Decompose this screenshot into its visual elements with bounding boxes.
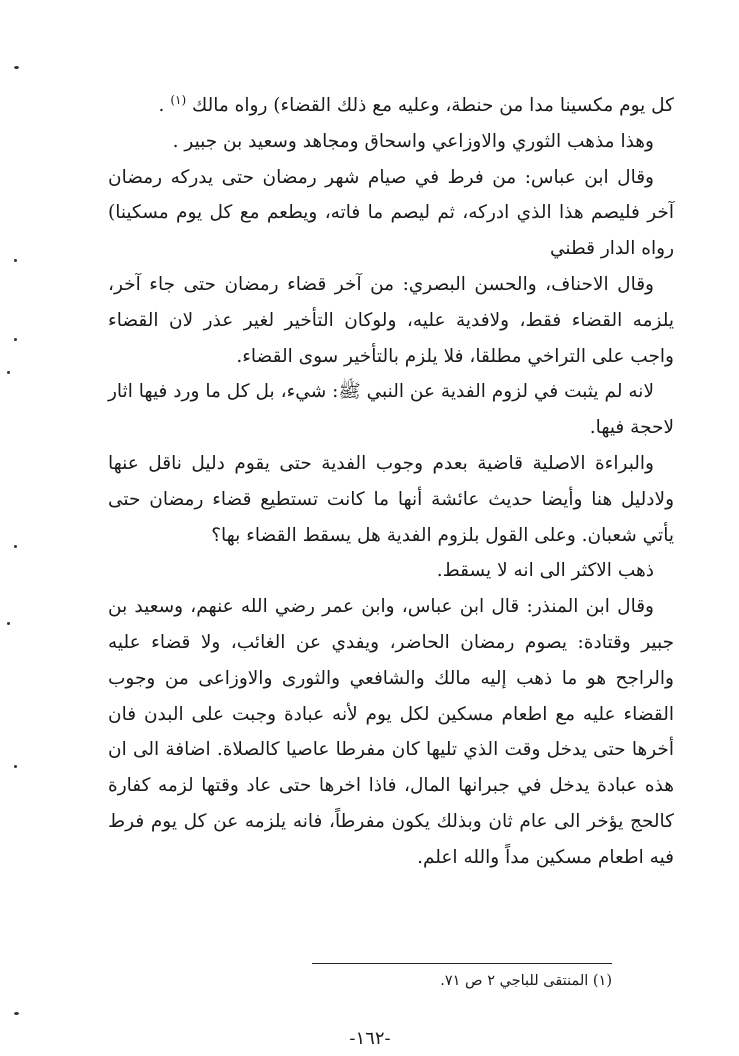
scan-speck — [7, 622, 10, 625]
paragraph-tail: . — [158, 95, 165, 116]
scan-speck — [14, 545, 17, 548]
scan-speck — [14, 1012, 19, 1015]
paragraph: وهذا مذهب الثوري والاوزاعي واسحاق ومجاهد وسعيد بن جبير . — [172, 130, 654, 152]
paragraph: وقال ابن المنذر: قال ابن عباس، وابن عمر رضي الله عنهم، وسعيد بن جبير وقتادة: يصوم رمضان الحاضر، ويفدي عن الغائب، ولا قضاء عليه والراجح هو ما ذهب إليه مالك والشافعي والثورى والاوزاعى من وجوب القضاء عليه مع اطعام مسكين لكل يوم لأنه عبادة وجبت على البدن فان أخرها حتى يدخل وقت الذي تليها كان مفرطا عاصيا كالصلاة. اضافة الى ان هذه عبادة يدخل في جبرانها المال، فاذا اخرها حتى عاد وقتها لزمه كفارة كالحج يؤخر الى عام ثان وبذلك يكون مفرطاً، فانه يلزمه عن كل يوم فرط فيه اطعام مسكين مداً والله اعلم. — [108, 596, 674, 868]
paragraph-text: كل يوم مكسينا مدا من حنطة، وعليه مع ذلك القضاء) رواه مالك — [192, 95, 674, 116]
footnote: (١) المنتقى للباجي ٢ ص ٧١. — [440, 973, 612, 989]
body-text — [108, 88, 674, 876]
paragraph: لانه لم يثبت في لزوم الفدية عن النبي ﷺ: شيء، بل كل ما ورد فيها اثار لاحجة فيها. — [108, 381, 674, 439]
paragraph: وقال الاحناف، والحسن البصري: من آخر قضاء رمضان حتى جاء آخر، يلزمه القضاء فقط، ولافدية عليه، ولوكان التأخير لغير عذر لان القضاء واجب على التراخي مطلقا، فلا يلزم بالتأخير سوى القضاء. — [108, 273, 674, 367]
paragraph: والبراءة الاصلية قاضية بعدم وجوب الفدية حتى يقوم دليل ناقل عنها ولادليل هنا وأيضا حديث عائشة أنها ما كانت تستطيع قضاء رمضان حتى يأتي شعبان. وعلى القول بلزوم الفدية هل يسقط القضاء بها؟ — [108, 452, 674, 546]
footnote-divider — [312, 963, 612, 964]
paragraph: وقال ابن عباس: من فرط في صيام شهر رمضان حتى يدركه رمضان آخر فليصم هذا الذي ادركه، ثم ليصم ما فاته، ويطعم مع كل يوم مسكينا) رواه الدار قطني — [108, 166, 674, 260]
scan-speck — [7, 371, 10, 374]
scan-speck — [14, 66, 19, 69]
footnote-reference: (١) — [170, 92, 187, 107]
scan-speck — [14, 338, 17, 341]
paragraph — [108, 88, 674, 124]
paragraph: ذهب الاكثر الى انه لا يسقط. — [436, 560, 654, 582]
scan-speck — [14, 259, 17, 262]
page-number: -١٦٢- — [349, 1028, 391, 1049]
scan-speck — [14, 765, 17, 768]
